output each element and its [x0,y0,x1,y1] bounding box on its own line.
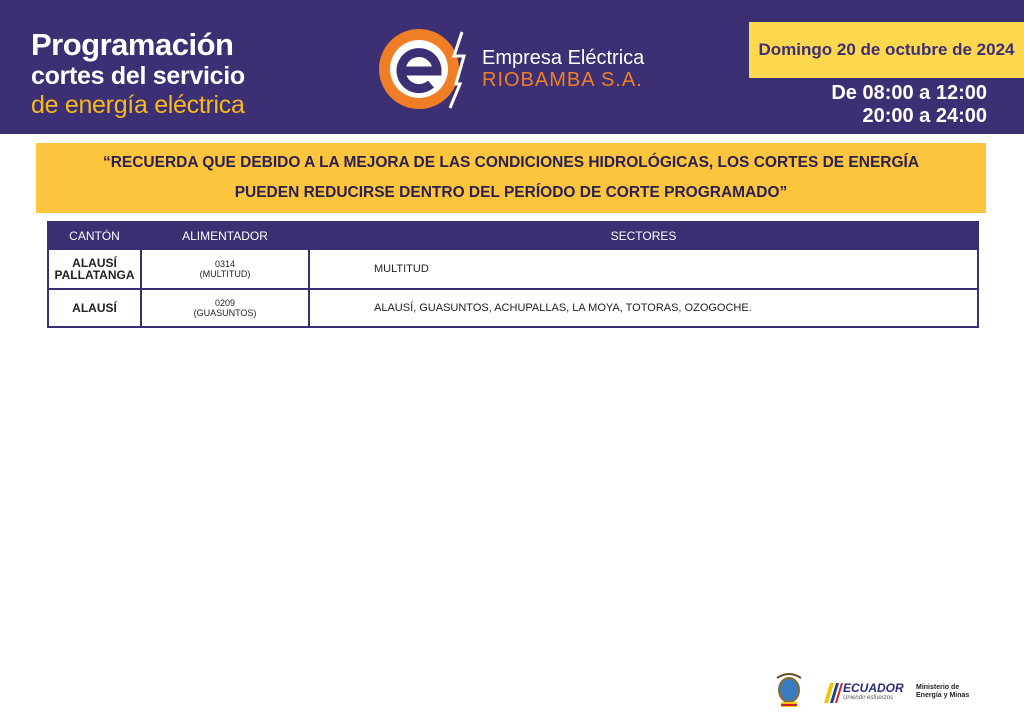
alimentador-cell [141,249,309,289]
header-alimentador: ALIMENTADOR [141,222,309,249]
notice-line-1: “RECUERDA QUE DEBIDO A LA MEJORA DE LAS CONDICIONES HIDROLÓGICAS, LOS CORTES DE ENERGÍA [102,154,920,171]
company-logo-icon [376,26,476,112]
header-sectores: SECTORES [309,222,978,249]
ecuador-wordmark: ECUADOR [843,681,904,695]
ministry-line-2: Energía y Minas [916,692,970,699]
title-line-2: cortes del servicio [31,62,245,90]
time-range-1: De 08:00 a 12:00 [831,82,987,104]
notice-banner [36,143,986,213]
alimentador-code: 0209 [214,298,236,308]
company-name [482,47,644,91]
header-canton: CANTÓN [48,222,141,249]
alimentador-code: 0314 [214,259,236,269]
ministry-name [916,684,969,700]
ministry-line-1: Ministerio de [916,684,960,691]
alimentador-name: (MULTITUD) [199,269,251,279]
table-header-row [48,222,978,249]
canton-name: ALAUSÍ [72,301,117,315]
company-name-line-1: Empresa Eléctrica [482,47,645,69]
schedule-times [831,82,987,128]
table-row [48,289,978,327]
company-name-line-2: RIOBAMBA S.A. [482,69,643,91]
date-badge: Domingo 20 de octubre de 2024 [749,22,1024,78]
title-line-1: Programación [31,27,234,62]
alimentador-cell [141,289,309,327]
time-range-2: 20:00 a 24:00 [862,105,987,127]
canton-cell [48,289,141,327]
notice-line-2: PUEDEN REDUCIRSE DENTRO DEL PERÍODO DE CORTE PROGRAMADO” [234,184,788,201]
footer-logos [773,670,973,710]
sectores-cell: ALAUSÍ, GUASUNTOS, ACHUPALLAS, LA MOYA, TOTORAS, OZOGOCHE. [309,289,978,327]
title-line-3: de energía eléctrica [31,91,245,119]
canton-name: PALLATANGA [54,268,135,282]
sectores-cell: MULTITUD [309,249,978,289]
canton-cell [48,249,141,289]
table-row [48,249,978,289]
header-banner [0,0,1024,134]
page-title [31,28,245,120]
coat-of-arms-icon [773,670,805,708]
alimentador-name: (GUASUNTOS) [193,308,257,318]
canton-name: ALAUSÍ [72,256,117,270]
ecuador-tagline: Uniendo esfuerzos [843,695,894,701]
schedule-table [47,221,979,328]
